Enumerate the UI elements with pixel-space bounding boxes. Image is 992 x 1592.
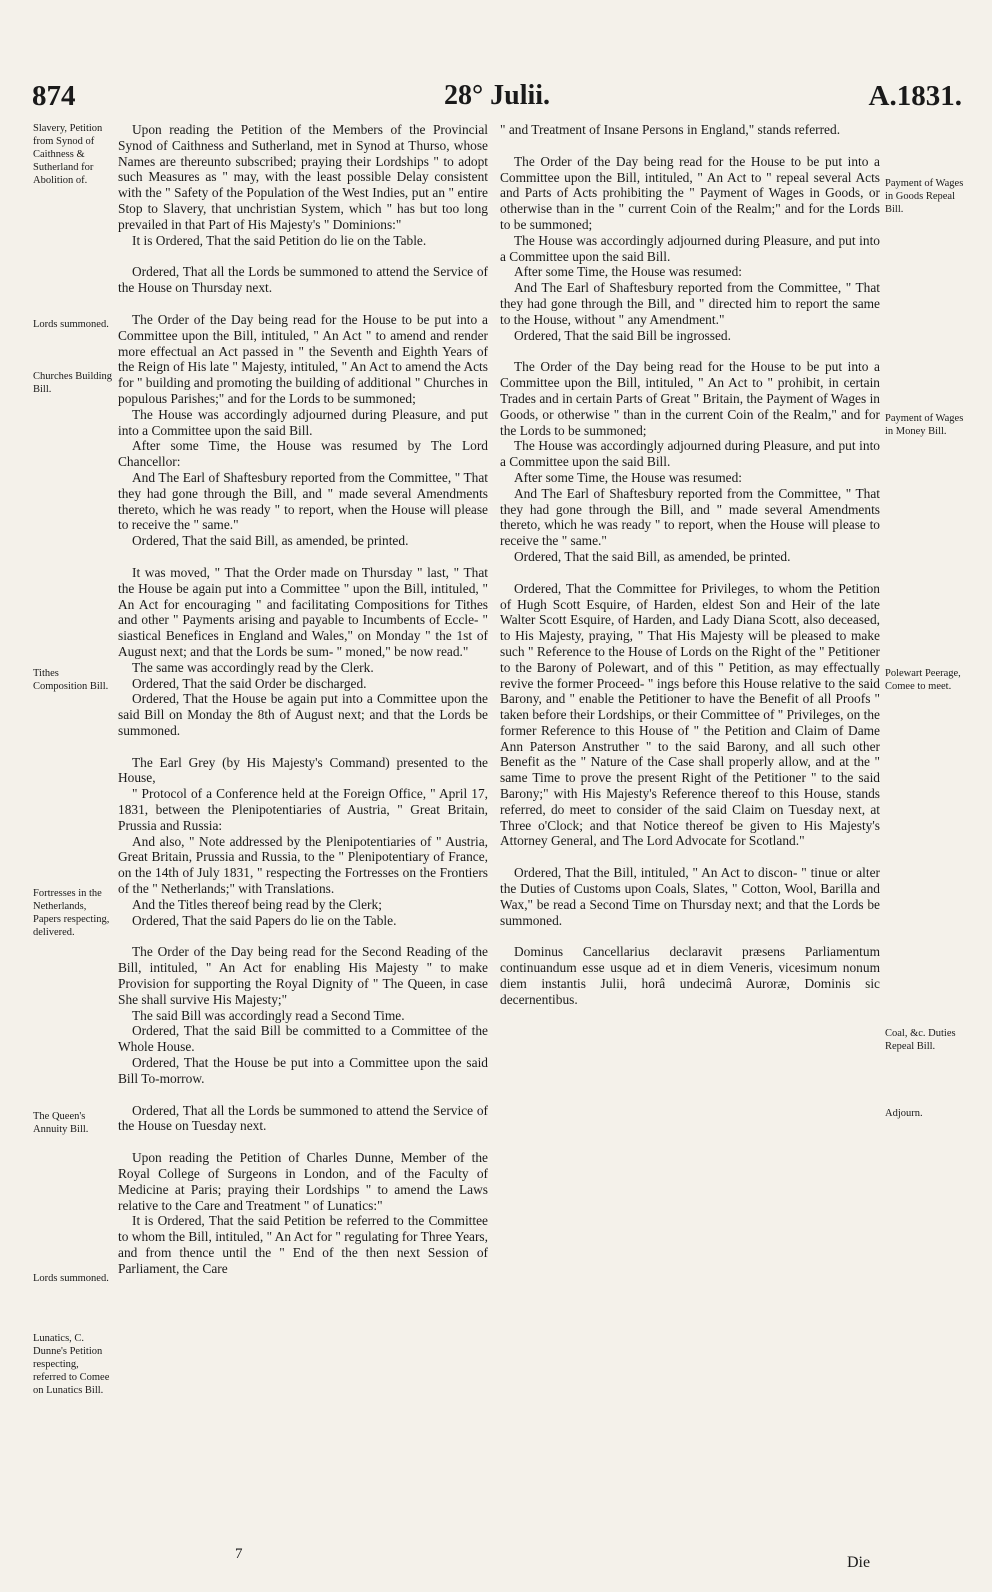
entry-wages-goods-repeal-bill — [500, 154, 880, 344]
paragraph: Ordered, That the said Bill be ingrossed. — [514, 327, 731, 343]
paragraph: And The Earl of Shaftesbury reported from the Committee, " That they had gone through the Bill, and " made several Amendments thereto, which he was ready " to report, when the House will please to receive the " same." — [500, 485, 880, 549]
paragraph: And The Earl of Shaftesbury reported from the Committee, " That they had gone through the Bill, and " made several Amendments thereto, which he was ready " to report, when the House will please to receive the " same." — [118, 469, 488, 533]
paragraph: Ordered, That the said Papers do lie on the Table. — [132, 912, 397, 928]
entry-slavery-petition — [118, 122, 488, 248]
entry-wages-money-bill — [500, 359, 880, 564]
paragraph: The said Bill was accordingly read a Second Time. — [132, 1007, 405, 1023]
paragraph: Ordered, That the said Bill, as amended, be printed. — [132, 533, 409, 549]
entry-churches-building-bill — [118, 312, 488, 549]
paragraph: Ordered, That the Bill, intituled, " An Act to discon- " tinue or alter the Duties of Customs upon Coals, Slates, " Cotton, Wool, Barilla and Wax," be read a Second Time on Thursday next; and that the Lords be summoned. — [500, 865, 880, 928]
paragraph: And The Earl of Shaftesbury reported from the Committee, " That they had gone through the Bill, and " directed him to report the same to the House, without " any Amendment." — [500, 280, 880, 327]
paragraph: Ordered, That the said Bill be committed to a Committee of the Whole House. — [118, 1023, 488, 1055]
paragraph: Ordered, That the Committee for Privileges, to whom the Petition of Hugh Scott Esquire, of Harden, eldest Son and Heir of the late Walter Scott Esquire, of Harden, and Lady Diana Scott, also deceased, to His Majesty, praying, " That His Majesty will be pleased to make such " Reference to the House of Lords on the Right of the " Petitioner to the Barony of Polewart, and of this " Petition, as may effectually revive the former Proceed- " ings before this House relative to the said Barony, and " enable the Petitioner to have the Benefit of all Proofs " taken before their Lordships, or their Committee of " Privileges, on the former Reference to this House of " the Petition and Claim of Dame Ann Paterson Anstruther " to the said Barony, and all such other Benefit as the " Nature of the Case shall properly allow, and at the " same Time to prove the present Right of the Petitioner " to the said Barony;" with His Majesty's Reference thereof to this House, stands referred, do meet to consider of the said Claim on Tuesday next, at Three o'Clock; and that Notice thereof be given to His Majesty's Attorney General, and The Lord Advocate for Scotland." — [500, 580, 880, 849]
sidenote: Fortresses in the Netherlands, Papers respecting, delivered. — [33, 888, 110, 938]
paragraph: It is Ordered, That the said Petition do lie on the Table. — [132, 232, 427, 248]
sidenote: Lords summoned. — [33, 319, 109, 330]
sidenote: Slavery, Petition from Synod of Caithness & Sutherland for Abolition of. — [33, 123, 103, 186]
entry-insane-persons-cont — [500, 122, 880, 138]
paragraph: It is Ordered, That the said Petition be referred to the Committee to whom the Bill, intituled, " An Act for " regulating for Three Years, and from thence until the " End of the then next Session of Parliament, the Care — [118, 1213, 488, 1276]
paragraph: Ordered, That all the Lords be summoned to attend the Service of the House on Tuesday next. — [118, 1102, 488, 1134]
sidenote: Coal, &c. Duties Repeal Bill. — [885, 1028, 956, 1052]
sidenote: Lunatics, C. Dunne's Petition respecting, referred to Comee on Lunatics Bill. — [33, 1333, 110, 1396]
paragraph: It was moved, " That the Order made on Thursday " last, " That the House be again put into a Committee " upon the Bill, intituled, " An Act for encouraging " and facilitating Compositions for Tithes and other " Payments arising and payable to Incumbents of Eccle- " siastical Benefices in England and Wales," on Monday " the 1st of August next; and that the Lords be sum- " moned," be now read." — [118, 564, 488, 659]
catchword: Die — [847, 1554, 871, 1571]
sidenote: Lords summoned. — [33, 1273, 109, 1284]
entry-lords-summoned-2 — [118, 1103, 488, 1135]
page-number: 874 — [32, 80, 76, 112]
paragraph: And the Titles thereof being read by the Clerk; — [132, 896, 382, 912]
entry-polewart-peerage — [500, 581, 880, 850]
paragraph: Dominus Cancellarius declaravit præsens Parliamentum continuandum esse usque ad et in diem Veneris, vicesimum nonum diem instantis Julii, horâ undecimâ Auroræ, Dominis sic decernentibus. — [500, 944, 880, 1007]
sidenote: Payment of Wages in Money Bill. — [885, 413, 964, 437]
page-date: 28° Julii. — [443, 80, 551, 111]
page-year: A.1831. — [868, 80, 962, 112]
sidenote: The Queen's Annuity Bill. — [33, 1111, 89, 1135]
paragraph: Ordered, That all the Lords be summoned to attend the Service of the House on Thursday next. — [118, 264, 488, 296]
sidenote: Polewart Peerage, Comee to meet. — [885, 668, 961, 692]
paragraph: Ordered, That the House be again put into a Committee upon the said Bill on Monday the 8th of August next; and that the Lords be summoned. — [118, 691, 488, 738]
entry-tithes-composition-bill — [118, 565, 488, 739]
paragraph: And also, " Note addressed by the Plenipotentiaries of " Austria, Great Britain, Prussia and Russia, to the " Plenipotentiary of France, on the 14th of July 1831, " respecting the Fortresses on the Frontiers of the " Netherlands;" with Translations. — [118, 833, 488, 897]
sidenote: Payment of Wages in Goods Repeal Bill. — [885, 178, 964, 215]
entry-lunatics-petition — [118, 1150, 488, 1276]
paragraph: The House was accordingly adjourned during Pleasure, and put into a Committee upon the said Bill. — [118, 406, 488, 438]
right-column — [500, 122, 880, 1008]
entry-adjournment — [500, 944, 880, 1007]
left-column — [118, 122, 488, 1277]
sidenote: Churches Building Bill. — [33, 371, 113, 395]
paragraph: Ordered, That the said Bill, as amended, be printed. — [514, 548, 791, 564]
paragraph: The Order of the Day being read for the House to be put into a Committee upon the Bill, intituled, " An Act to " repeal several Acts and Parts of Acts prohibiting the " Payment of Wages in Goods, or otherwise than in the " current Coin of the Realm;" and for the Lords to be summoned; — [500, 153, 880, 232]
sidenote: Tithes Composition Bill. — [33, 668, 109, 692]
entry-fortresses-papers — [118, 755, 488, 929]
entry-lords-summoned — [118, 264, 488, 296]
paragraph: Upon reading the Petition of the Members of the Provincial Synod of Caithness and Sutherland, met in Synod at Thurso, whose Names are thereunto subscribed; praying their Lordships " to adopt such Measures as " may, with the least possible Delay consistent with the " Safety of the Population of the West Indies, put an " entire Stop to Slavery, that unchristian System, which " has but too long prevailed in that Part of His Majesty's " Dominions:" — [118, 122, 488, 232]
paragraph: The Order of the Day being read for the Second Reading of the Bill, intituled, " An Act for enabling His Majesty " to make Provision for supporting the Royal Dignity of " The Queen, in case She shall survive His Majesty;" — [118, 944, 488, 1007]
paragraph: The same was accordingly read by the Clerk. — [132, 659, 374, 675]
paragraph: Upon reading the Petition of Charles Dunne, Member of the Royal College of Surgeons in London, and of the Faculty of Medicine at Paris; praying their Lordships " to amend the Laws relative to the Care and Treatment " of Lunatics:" — [118, 1150, 488, 1213]
paragraph: " and Treatment of Insane Persons in England," stands referred. — [500, 122, 841, 137]
paragraph: The Order of the Day being read for the House to be put into a Committee upon the Bill, intituled, " An Act " to amend and render more effectual an Act passed in " the Seventh and Eighth Years of the Reign of His late " Majesty, intituled, " An Act to amend the Acts for " building and promoting the building of additional " Churches in populous Parishes;" and for the Lords to be summoned; — [118, 311, 488, 406]
paragraph: After some Time, the House was resumed: — [514, 264, 742, 280]
paragraph: After some Time, the House was resumed: — [514, 469, 742, 485]
page-header — [32, 80, 962, 114]
paragraph: The Order of the Day being read for the House to be put into a Committee upon the Bill, intituled, " An Act to " prohibit, in certain Trades and in certain Parts of Great " Britain, the Payment of Wages in Goods, or otherwise " than in the current Coin of the Realm," and for the Lords to be summoned; — [500, 359, 880, 438]
entry-coal-duties-repeal-bill — [500, 865, 880, 928]
signature-mark: 7 — [235, 1546, 243, 1562]
paragraph: Ordered, That the House be put into a Committee upon the said Bill To-morrow. — [118, 1055, 488, 1086]
entry-queens-annuity-bill — [118, 944, 488, 1086]
paragraph: Ordered, That the said Order be discharged. — [132, 675, 367, 691]
paragraph: The House was accordingly adjourned during Pleasure, and put into a Committee upon the said Bill. — [500, 232, 880, 264]
paragraph: The House was accordingly adjourned during Pleasure, and put into a Committee upon the said Bill. — [500, 438, 880, 470]
paragraph: The Earl Grey (by His Majesty's Command) presented to the House, — [118, 754, 488, 786]
paragraph: After some Time, the House was resumed by The Lord Chancellor: — [118, 438, 488, 470]
paragraph: " Protocol of a Conference held at the Foreign Office, " April 17, 1831, between the Plenipotentiaries of Austria, " Great Britain, Prussia and Russia: — [118, 786, 488, 833]
sidenote: Adjourn. — [885, 1108, 923, 1119]
